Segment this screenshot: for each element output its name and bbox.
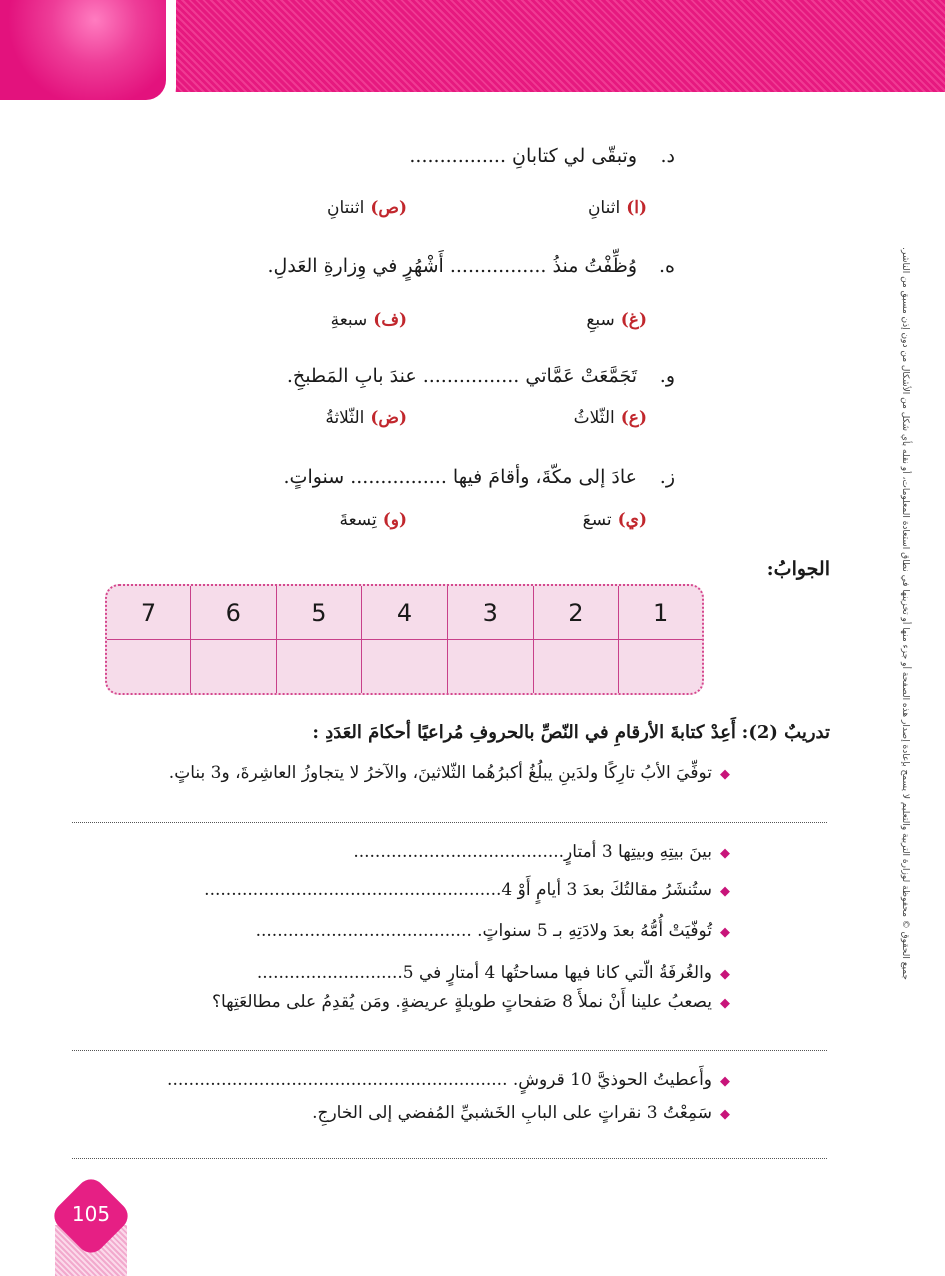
bullet-item bbox=[256, 921, 730, 941]
header-corner-pattern bbox=[0, 0, 166, 100]
option-letter: (ي) bbox=[617, 510, 647, 530]
option-letter: (ف) bbox=[373, 310, 407, 330]
answer-label: الجوابُ: bbox=[766, 558, 830, 580]
grid-answer-cell[interactable] bbox=[447, 640, 533, 694]
header-corner bbox=[0, 0, 176, 110]
option bbox=[586, 310, 647, 330]
bullet-item bbox=[353, 842, 730, 862]
option-text: الثّلاثةُ bbox=[325, 408, 365, 428]
grid-answer-cell[interactable] bbox=[533, 640, 619, 694]
exercise-instruction: أَعِدْ كتابةَ الأرقامِ في النّصِّ بالحروفِ مُراعيًا أحكامَ العَدَدِ : bbox=[312, 722, 736, 743]
bullet-text: يصعبُ علينا أَنْ نملأَ 8 صَفحاتٍ طويلةٍ عريضةٍ. ومَن يُقدِمُ على مطالعَتِها؟ bbox=[211, 992, 712, 1012]
bullet-icon: ◆ bbox=[720, 1107, 730, 1122]
question-label: د. bbox=[660, 145, 675, 167]
grid-header: 5 bbox=[276, 586, 362, 640]
exercise-prefix: تدريبٌ (2): bbox=[741, 722, 830, 743]
bullet-item bbox=[312, 1103, 730, 1123]
bullet-item bbox=[204, 880, 730, 900]
option bbox=[588, 198, 647, 218]
option-letter: (ض) bbox=[370, 408, 407, 428]
answer-line[interactable] bbox=[72, 1050, 827, 1051]
grid-header: 3 bbox=[447, 586, 533, 640]
option-letter: (غ) bbox=[620, 310, 647, 330]
option-text: اثنتانِ bbox=[326, 198, 365, 218]
question-label: و. bbox=[659, 365, 675, 387]
bullet-text: سَمِعْتُ 3 نقراتٍ على البابِ الخَشبيِّ المُفضي إلى الخارجِ. bbox=[312, 1103, 712, 1123]
bullet-text: تُوفّيَتْ أُمُّهُ بعدَ ولادَتِهِ بـ 5 سنواتٍ. ........................................ bbox=[255, 921, 712, 941]
page-number: 105 bbox=[71, 1202, 111, 1226]
copyright-note: جميع الحقوق © محفوظة لوزارة التربية والتعليم لا يسمح بإعادة إصدار هذه الصفحة أو جزء منها أو تخزينها في نطاق استعادة المعلومات، أو نقله بأي شكل من الأشكال من دون إذن مسبق من الناشر. bbox=[900, 247, 910, 980]
bullet-text: والغُرفَةُ الّتي كانا فيها مساحتُها 4 أمتارٍ في 5........................... bbox=[256, 963, 712, 983]
option bbox=[339, 510, 407, 530]
question-z bbox=[284, 466, 675, 488]
bullet-icon: ◆ bbox=[720, 1074, 730, 1089]
grid-answer-cell[interactable] bbox=[619, 640, 702, 694]
grid-header: 7 bbox=[107, 586, 190, 640]
bullet-item bbox=[257, 963, 730, 983]
option-text: تسعَ bbox=[582, 510, 612, 530]
option bbox=[331, 310, 407, 330]
bullet-text: ستُنشَرُ مقالتُكَ بعدَ 3 أيامٍ أَوْ 4....................................................... bbox=[204, 880, 712, 900]
grid-answer-cell[interactable] bbox=[190, 640, 276, 694]
grid-header: 2 bbox=[533, 586, 619, 640]
answer-line[interactable] bbox=[72, 1158, 827, 1159]
option-text: اثنانِ bbox=[587, 198, 621, 218]
option-letter: (ص) bbox=[370, 198, 407, 218]
bullet-icon: ◆ bbox=[720, 967, 730, 982]
answer-line[interactable] bbox=[72, 822, 827, 823]
option-letter: (ا) bbox=[626, 198, 647, 218]
option bbox=[327, 198, 407, 218]
option bbox=[325, 408, 407, 428]
option-text: سبعةِ bbox=[330, 310, 368, 330]
bullet-text: بينَ بيتِهِ وبيتِها 3 أمتارٍ....................................... bbox=[353, 842, 712, 862]
bullet-text: وأَعطيتُ الحوذيَّ 10 قروشٍ. ............................................................... bbox=[167, 1070, 712, 1090]
bullet-item bbox=[169, 763, 730, 783]
question-text: وتبقّى لي كتابانِ ................ bbox=[409, 145, 637, 167]
option-text: سبعِ bbox=[586, 310, 615, 330]
bullet-icon: ◆ bbox=[720, 925, 730, 940]
grid-answer-cell[interactable] bbox=[276, 640, 362, 694]
option bbox=[583, 510, 647, 530]
question-label: ز. bbox=[659, 466, 675, 488]
question-w bbox=[287, 365, 675, 387]
question-h bbox=[268, 255, 676, 277]
option-letter: (ع) bbox=[620, 408, 647, 428]
question-d bbox=[409, 145, 675, 167]
option-text: الثّلاثُ bbox=[573, 408, 615, 428]
grid-answer-cell[interactable] bbox=[362, 640, 448, 694]
bullet-item bbox=[167, 1070, 730, 1090]
exercise-title bbox=[312, 722, 830, 743]
option-letter: (و) bbox=[382, 510, 407, 530]
bullet-text: توفِّيَ الأبُ تارِكًا ولدَينِ يبلُغُ أكبرُهُما الثّلاثينَ، والآخرُ لا يتجاوزُ العاشِرةَ، و3 بناتٍ. bbox=[168, 763, 712, 783]
option-text: تِسعةَ bbox=[339, 510, 377, 530]
question-text: تَجَمَّعَتْ عَمَّاتي ................ عندَ بابِ المَطبخِ. bbox=[286, 365, 637, 387]
grid-answer-cell[interactable] bbox=[107, 640, 190, 694]
grid-header: 6 bbox=[190, 586, 276, 640]
option bbox=[574, 408, 647, 428]
question-text: وُظِّفْتُ منذُ ................ أَشْهُرٍ في وِزارةِ العَدلِ. bbox=[267, 255, 637, 277]
grid-header: 1 bbox=[619, 586, 702, 640]
bullet-icon: ◆ bbox=[720, 884, 730, 899]
bullet-icon: ◆ bbox=[720, 846, 730, 861]
bullet-icon: ◆ bbox=[720, 767, 730, 782]
bullet-icon: ◆ bbox=[720, 996, 730, 1011]
answer-grid bbox=[105, 584, 704, 695]
grid-header: 4 bbox=[362, 586, 448, 640]
question-text: عادَ إلى مكّةَ، وأقامَ فيها ................ سنواتٍ. bbox=[283, 466, 637, 488]
bullet-item bbox=[212, 992, 730, 1012]
question-label: ه. bbox=[659, 255, 675, 277]
